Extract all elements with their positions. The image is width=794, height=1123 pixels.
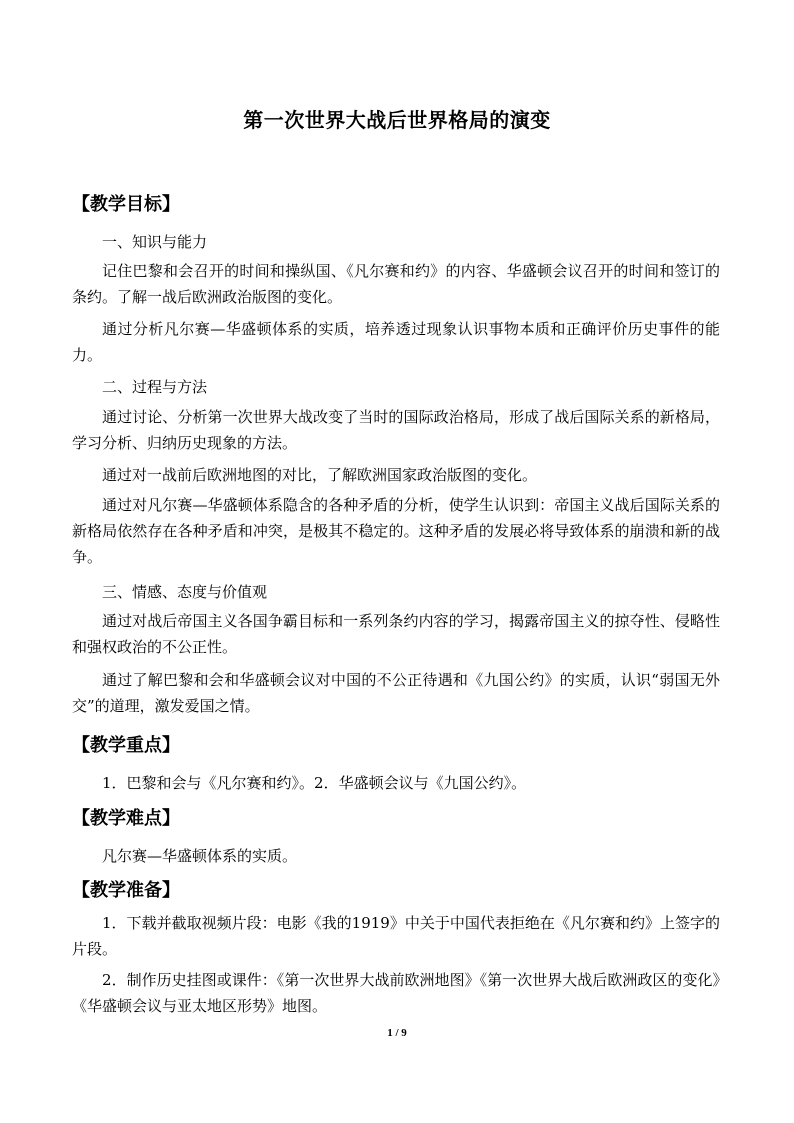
heading-difficulties: 【教学难点】 bbox=[72, 808, 180, 829]
preparation-paragraph-2: 2．制作历史挂图或课件：《第一次世界大战前欧洲地图》《第一次世界大战后欧洲政区的变化》《华盛顿会议与亚太地区形势》地图。 bbox=[72, 971, 720, 1015]
difficulties-paragraph: 凡尔赛—华盛顿体系的实质。 bbox=[102, 847, 298, 865]
objectives-subheading-3: 三、情感、态度与价值观 bbox=[102, 583, 268, 601]
objectives-paragraph-1: 记住巴黎和会召开的时间和操纵国、《凡尔赛和约》的内容、华盛顿会议召开的时间和签订的条约。了解一战后欧洲政治版图的变化。 bbox=[72, 262, 720, 306]
objectives-paragraph-3: 通过讨论、分析第一次世界大战改变了当时的国际政治格局，形成了战后国际关系的新格局，学习分析、归纳历史现象的方法。 bbox=[72, 408, 720, 452]
heading-objectives: 【教学目标】 bbox=[72, 194, 180, 215]
objectives-paragraph-2: 通过分析凡尔赛—华盛顿体系的实质，培养透过现象认识事物本质和正确评价历史事件的能力。 bbox=[72, 320, 720, 364]
objectives-paragraph-7: 通过了解巴黎和会和华盛顿会议对中国的不公正待遇和《九国公约》的实质，认识“弱国无外交”的道理，激发爱国之情。 bbox=[72, 671, 720, 715]
heading-preparation: 【教学准备】 bbox=[72, 880, 180, 901]
objectives-paragraph-5: 通过对凡尔赛—华盛顿体系隐含的各种矛盾的分析，使学生认识到：帝国主义战后国际关系的新格局依然存在各种矛盾和冲突，是极其不稳定的。这种矛盾的发展必将导致体系的崩溃和新的战争。 bbox=[72, 496, 720, 566]
document-title: 第一次世界大战后世界格局的演变 bbox=[243, 108, 551, 132]
objectives-paragraph-6: 通过对战后帝国主义各国争霸目标和一系列条约内容的学习，揭露帝国主义的掠夺性、侵略性和强权政治的不公正性。 bbox=[72, 612, 720, 656]
heading-key-points: 【教学重点】 bbox=[72, 735, 180, 756]
objectives-subheading-1: 一、知识与能力 bbox=[102, 233, 208, 251]
page-number: 1 / 9 bbox=[387, 1027, 407, 1039]
objectives-subheading-2: 二、过程与方法 bbox=[102, 378, 208, 396]
preparation-paragraph-1: 1．下载并截取视频片段：电影《我的1919》中关于中国代表拒绝在《凡尔赛和约》上签字的片段。 bbox=[72, 914, 720, 958]
objectives-paragraph-4: 通过对一战前后欧洲地图的对比，了解欧洲国家政治版图的变化。 bbox=[102, 466, 538, 484]
key-points-paragraph: 1．巴黎和会与《凡尔赛和约》。2．华盛顿会议与《九国公约》。 bbox=[102, 774, 527, 792]
